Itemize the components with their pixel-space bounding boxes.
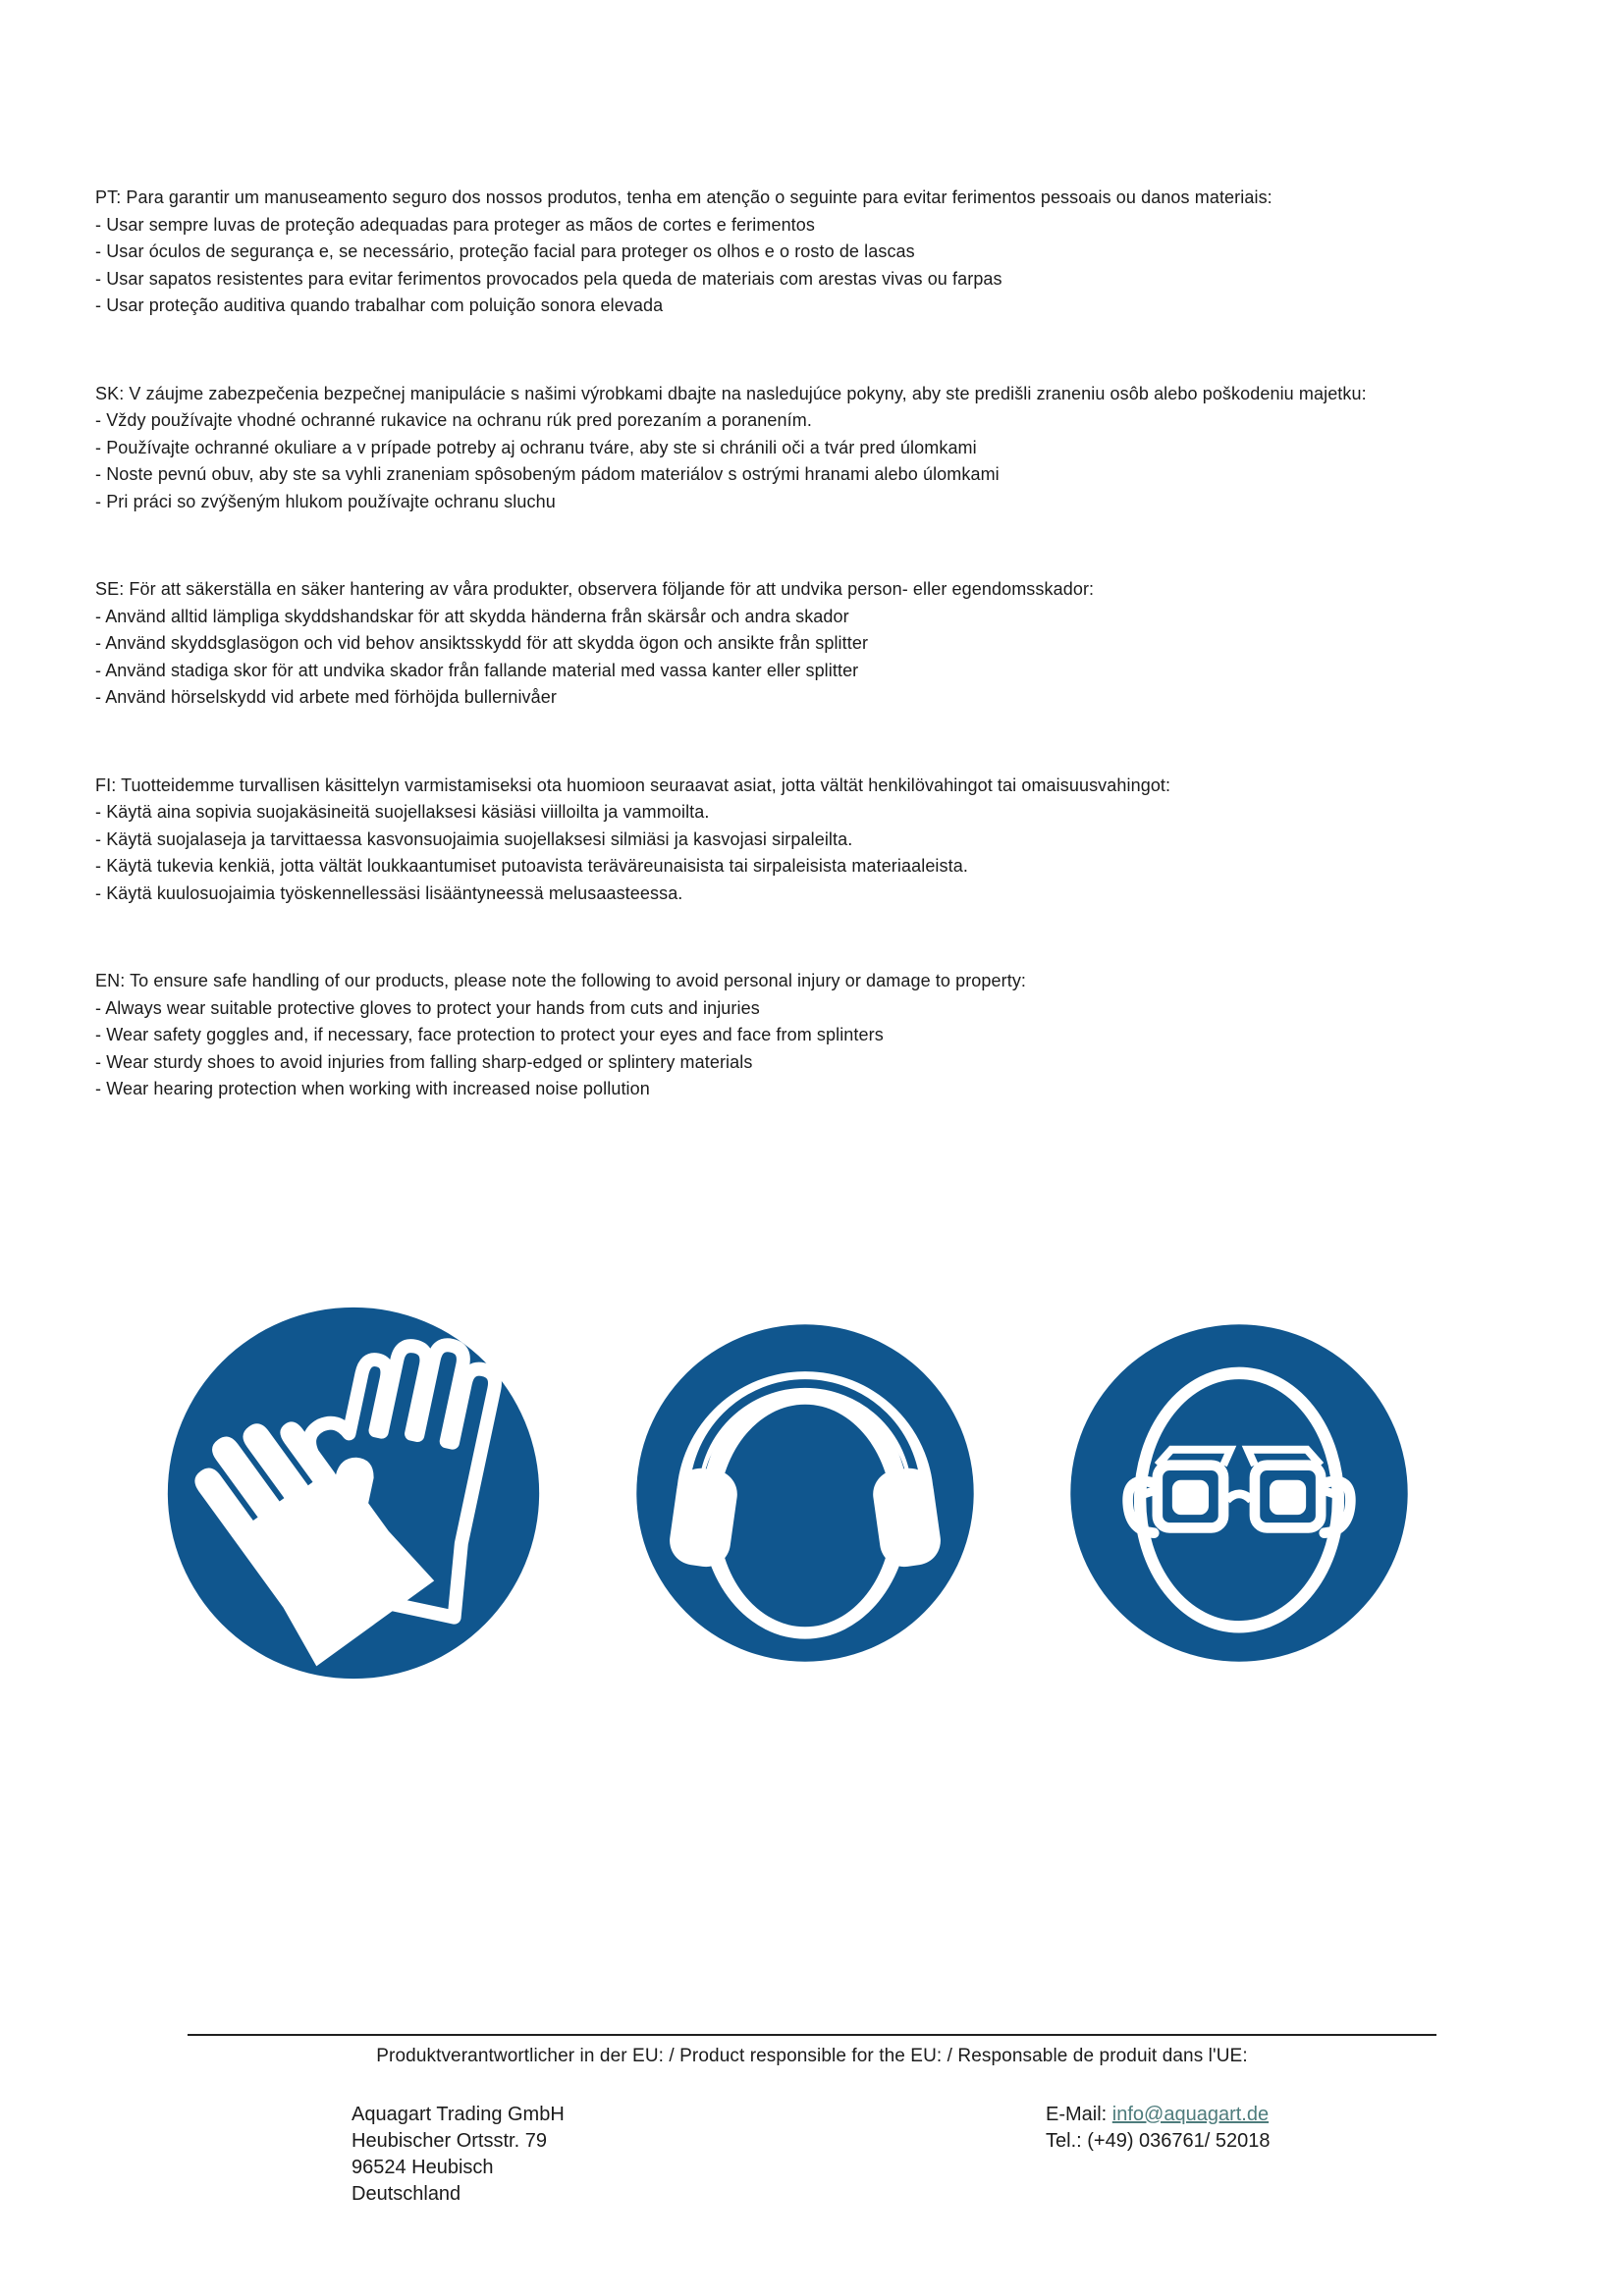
section-fi-bullet: - Käytä tukevia kenkiä, jotta vältät loukkaantumiset putoavista teräväreunaisista tai sirpaleisista materiaaleista. [95,856,968,876]
company-address-block [352,2102,565,2208]
phone-line: Tel.: (+49) 036761/ 52018 [1046,2130,1271,2152]
company-name: Aquagart Trading GmbH [352,2104,565,2125]
section-pt [95,185,1545,320]
section-pt-bullet: - Usar sapatos resistentes para evitar ferimentos provocados pela queda de materiais com arestas vivas ou farpas [95,268,1002,289]
section-pt-intro: PT: Para garantir um manuseamento seguro dos nossos produtos, tenha em atenção o seguinte para evitar ferimentos pessoais ou danos materiais: [95,187,1272,207]
section-en [95,968,1545,1103]
section-fi-bullet: - Käytä aina sopivia suojakäsineitä suojellaksesi käsiäsi viilloilta ja vammoilta. [95,802,710,822]
footer [0,2034,1624,2239]
pictogram-row [0,1302,1624,1684]
right-lens-shape [1270,1480,1306,1515]
section-sk-intro: SK: V záujme zabezpečenia bezpečnej manipulácie s našimi výrobkami dbajte na nasledujúce pokyny, aby ste predišli zraneniu osôb alebo poškodeniu majetku: [95,383,1367,403]
head-shape [719,1405,893,1628]
section-pt-bullet: - Usar óculos de segurança e, se necessário, proteção facial para proteger os olhos e o rosto de lascas [95,241,915,261]
left-lens-shape [1172,1480,1209,1515]
section-se [95,576,1545,712]
footer-divider [188,2034,1436,2036]
footer-columns [0,2102,1624,2239]
company-street: Heubischer Ortsstr. 79 [352,2130,547,2152]
section-pt-bullet: - Usar proteção auditiva quando trabalhar com poluição sonora elevada [95,295,664,315]
protective-gloves-icon [162,1302,545,1684]
section-sk-bullet: - Noste pevnú obuv, aby ste sa vyhli zraneniam spôsobeným pádom materiálov s ostrými hranami alebo úlomkami [95,464,1000,484]
section-en-bullet: - Always wear suitable protective gloves to protect your hands from cuts and injuries [95,997,760,1018]
section-pt-bullet: - Usar sempre luvas de proteção adequadas para proteger as mãos de cortes e ferimentos [95,214,815,235]
eye-protection-icon [1065,1319,1413,1667]
section-fi-bullet: - Käytä kuulosuojaimia työskennellessäsi lisääntyneessä melusaasteessa. [95,882,683,903]
section-se-bullet: - Använd alltid lämpliga skyddshandskar för att skydda händerna från skärsår och andra skador [95,606,849,626]
email-label: E-Mail: [1046,2104,1112,2125]
section-sk-bullet: - Vždy používajte vhodné ochranné rukavice na ochranu rúk pred porezaním a poranením. [95,410,812,430]
company-city: 96524 Heubisch [352,2157,494,2178]
section-se-bullet: - Använd stadiga skor för att undvika skador från fallande material med vassa kanter eller splitter [95,660,859,680]
contact-block [1046,2102,1271,2155]
section-en-bullet: - Wear sturdy shoes to avoid injuries from falling sharp-edged or splintery materials [95,1051,753,1072]
section-sk-bullet: - Používajte ochranné okuliare a v prípade potreby aj ochranu tváre, aby ste si chránili oči a tvár pred úlomkami [95,437,977,457]
safety-instructions-text [95,185,1545,1164]
ear-protection-icon [631,1319,979,1667]
section-sk-bullet: - Pri práci so zvýšeným hlukom používajte ochranu sluchu [95,491,556,511]
section-fi-bullet: - Käytä suojalaseja ja tarvittaessa kasvonsuojaimia suojellaksesi silmiäsi ja kasvojasi sirpaleilta. [95,828,853,849]
section-en-bullet: - Wear safety goggles and, if necessary, face protection to protect your eyes and face from splinters [95,1025,884,1044]
section-en-intro: EN: To ensure safe handling of our products, please note the following to avoid personal injury or damage to property: [95,971,1027,990]
section-se-bullet: - Använd skyddsglasögon och vid behov ansiktsskydd för att skydda ögon och ansikte från splitter [95,633,869,653]
section-fi-intro: FI: Tuotteidemme turvallisen käsittelyn varmistamiseksi ota huomioon seuraavat asiat, jotta vältät henkilövahingot tai omaisuusvahingot: [95,774,1171,795]
company-country: Deutschland [352,2183,461,2205]
email-line [1046,2102,1271,2128]
section-sk [95,381,1545,516]
section-se-intro: SE: För att säkerställa en säker hantering av våra produkter, observera följande för att undvika person- eller egendomsskador: [95,579,1095,599]
section-se-bullet: - Använd hörselskydd vid arbete med förhöjda bullernivåer [95,687,557,707]
section-en-bullet: - Wear hearing protection when working with increased noise pollution [95,1079,650,1098]
email-link[interactable]: info@aquagart.de [1111,2104,1270,2125]
section-fi [95,773,1545,908]
footer-heading: Produktverantwortlicher in der EU: / Product responsible for the EU: / Responsable de produit dans l'UE: [376,2046,1248,2066]
